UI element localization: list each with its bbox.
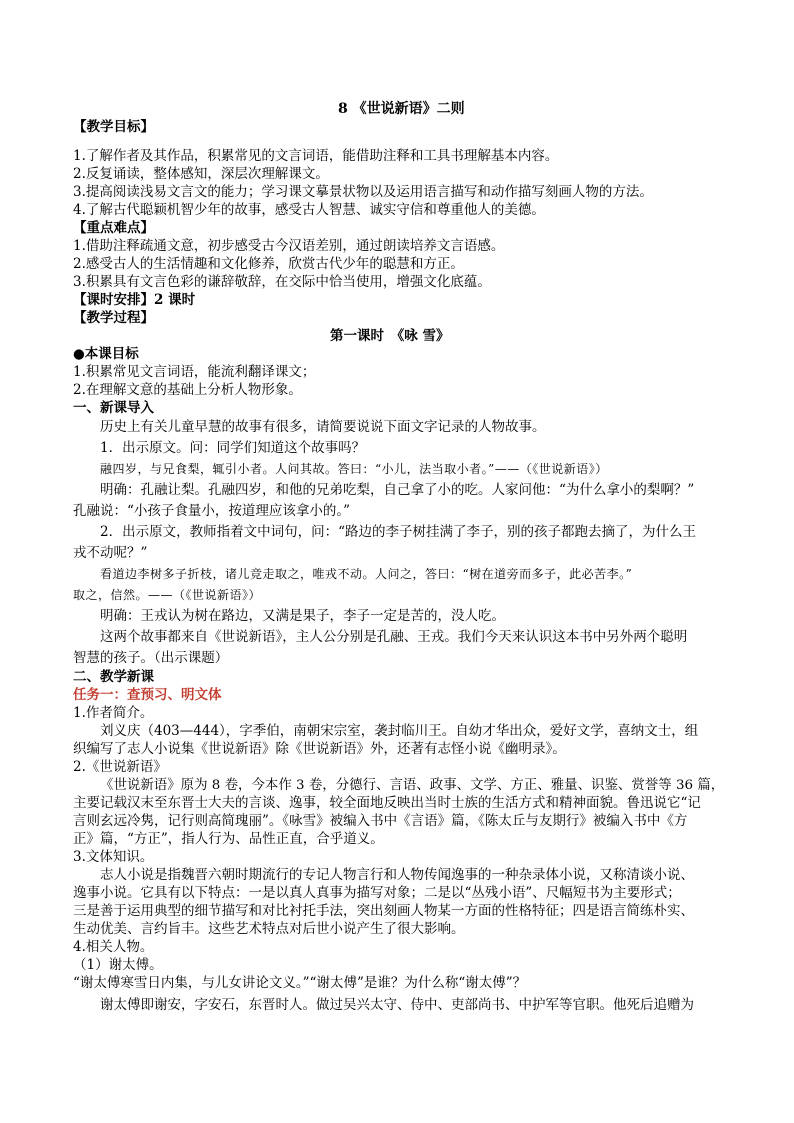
key-item: 1.借助注释疏通文意，初步感受古今汉语差别，通过朗读培养文言语感。 xyxy=(73,238,505,254)
goals-heading: 【教学目标】 xyxy=(73,119,154,135)
lesson-goals-heading: ●本课目标 xyxy=(73,346,139,362)
goal-item: 1.了解作者及其作品，积累常见的文言词语，能借助注释和工具书理解基本内容。 xyxy=(73,148,559,164)
section1-heading: 一、新课导入 xyxy=(73,400,154,416)
paragraph-line: 明确：王戎认为树在路边，又满是果子，李子一定是苦的，没人吃。 xyxy=(100,608,505,624)
key-item: 3.积累具有文言色彩的谦辞敬辞，在交际中恰当使用，增强文化底蕴。 xyxy=(73,274,491,290)
paragraph-line: 三是善于运用典型的细节描写和对比衬托手法，突出刻画人物某一方面的性格特征；四是语言简练朴实、 xyxy=(73,903,694,919)
paragraph-line: 历史上有关儿童早慧的故事有很多，请简要说说下面文字记录的人物故事。 xyxy=(100,419,546,435)
quote-line: 取之，信然。——（《世说新语》） xyxy=(73,588,262,602)
goal-item: 2.反复诵读，整体感知，深层次理解课文。 xyxy=(73,166,329,182)
paragraph-line: 3.文体知识。 xyxy=(73,849,154,865)
goal-item: 3.提高阅读浅易文言文的能力；学习课文摹景状物以及运用语言描写和动作描写刻画人物的方法。 xyxy=(73,184,653,200)
paragraph-line: 孔融说：“小孩子食量小，按道理应该拿小的。” xyxy=(73,503,351,519)
task-heading: 任务一：查预习、明文体 xyxy=(73,687,222,703)
paragraph-line: 这两个故事都来自《世说新语》，主人公分别是孔融、王戎。我们今天来认识这本书中另外两个聪明 xyxy=(100,629,688,645)
paragraph-line: 《世说新语》原为 8 卷，今本作 3 卷，分德行、言语、政事、文学、方正、雅量、识鉴、赏誉等 36 篇， xyxy=(100,778,725,793)
goal-item: 4.了解古代聪颖机智少年的故事，感受古人智慧、诚实守信和尊重他人的美德。 xyxy=(73,202,545,218)
paragraph-line: 逸事小说。它具有以下特点：一是以真人真事为描写对象；二是以“丛残小语”、尺幅短书为主要形式； xyxy=(73,885,681,901)
paragraph-line: 织编写了志人小说集《世说新语》除《世说新语》外，还著有志怪小说《幽明录》。 xyxy=(73,741,566,757)
process-heading: 【教学过程】 xyxy=(73,310,154,326)
paragraph-line: 谢太傅即谢安，字安石，东晋时人。做过吴兴太守、侍中、吏部尚书、中护军等官职。他死后追赠为 xyxy=(100,997,694,1013)
paragraph-line: 4.相关人物。 xyxy=(73,939,154,955)
paragraph-line: 正》篇，“方正”，指人行为、品性正直，合乎道义。 xyxy=(73,831,384,847)
key-item: 2.感受古人的生活情趣和文化修养，欣赏古代少年的聪慧和方正。 xyxy=(73,256,464,272)
paragraph-line: （1）谢太傅。 xyxy=(73,957,163,973)
paragraph-line: 1.作者简介。 xyxy=(73,705,154,721)
lesson-goal-item: 1.积累常见文言词语，能流利翻译课文； xyxy=(73,364,316,380)
paragraph-line: 生动优美、言约旨丰。这些艺术特点对后世小说产生了很大影响。 xyxy=(73,921,465,937)
paragraph-line: 言则玄远冷隽，记行则高简瑰丽”。《咏雪》被编入书中《言语》篇，《陈太丘与友期行》被编入书中《方 xyxy=(73,813,688,829)
paragraph-line: 志人小说是指魏晋六朝时期流行的专记人物言行和人物传闻逸事的一种杂录体小说，又称清谈小说、 xyxy=(100,867,694,883)
paragraph-line: 刘义庆（403—444），字季伯，南朝宋宗室，袭封临川王。自幼才华出众，爱好文学，喜纳文士，组 xyxy=(100,723,699,739)
quote-line: 融四岁，与兄食梨，辄引小者。人问其故。答曰：“小儿，法当取小者。”——（《世说新语》） xyxy=(100,462,608,476)
quote-line: 看道边李树多子折枝，诸儿竞走取之，唯戎不动。人问之，答曰：“树在道旁而多子，此必苦李。” xyxy=(100,567,633,581)
paragraph-line: 主要记载汉末至东晋士大夫的言谈、逸事，较全面地反映出当时士族的生活方式和精神面貌。鲁迅说它“记 xyxy=(73,795,701,811)
paragraph-line: 2.《世说新语》 xyxy=(73,759,167,775)
page-title: 8 《世说新语》二则 xyxy=(338,101,465,117)
key-heading: 【重点难点】 xyxy=(73,220,154,236)
lesson-heading: 第一课时 《咏 雪》 xyxy=(330,328,450,344)
section2-heading: 二、教学新课 xyxy=(73,669,154,685)
lesson-goal-item: 2.在理解文意的基础上分析人物形象。 xyxy=(73,382,302,398)
paragraph-line: 明确：孔融让梨。孔融四岁，和他的兄弟吃梨，自己拿了小的吃。人家问他：“为什么拿小的梨啊？” xyxy=(100,482,695,498)
paragraph-line: 1．出示原文。问：同学们知道这个故事吗？ xyxy=(100,440,366,456)
paragraph-line: 智慧的孩子。（出示课题） xyxy=(73,650,229,666)
schedule-line: 【课时安排】2 课时 xyxy=(73,292,196,308)
paragraph-line: 2．出示原文，教师指着文中词句，问：“路边的李子树挂满了李子，别的孩子都跑去摘了，为什么王 xyxy=(100,524,696,540)
paragraph-line: “谢太傅寒雪日内集，与儿女讲论文义。”“谢太傅”是谁？为什么称“谢太傅”？ xyxy=(73,975,527,991)
paragraph-line: 戎不动呢？” xyxy=(73,545,148,561)
